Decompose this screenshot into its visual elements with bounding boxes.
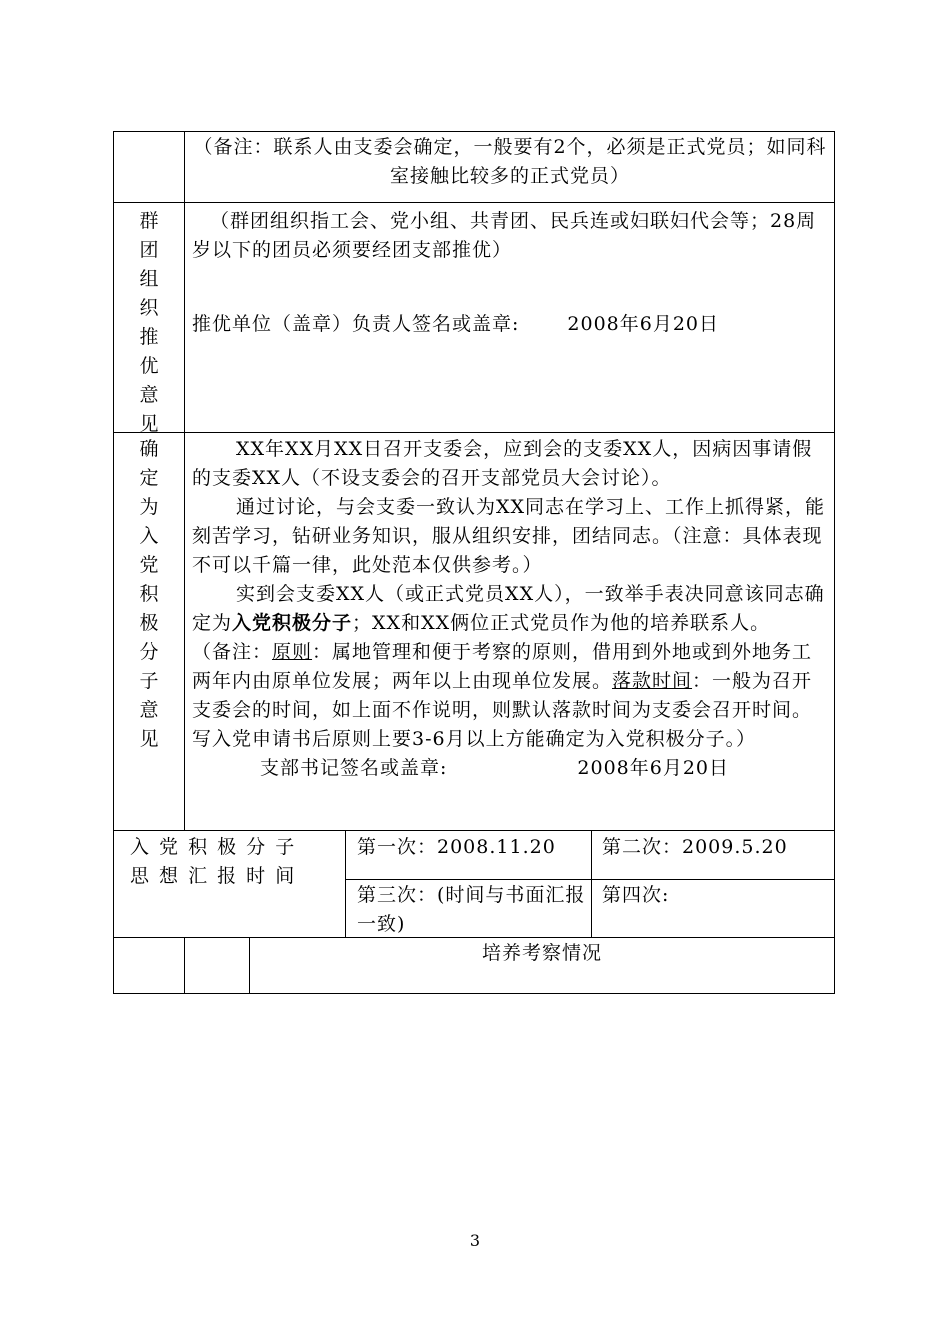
signing-time-term: 落款时间 [612, 670, 693, 692]
branch-date: 2008年6月20日 [577, 757, 730, 779]
label-char: 见 [139, 728, 159, 750]
report-fourth [602, 881, 830, 910]
training-section-title [250, 939, 834, 968]
label-char: 确 [139, 438, 159, 460]
label-char: 党 [139, 554, 159, 576]
remark-text-a: （备注： [192, 641, 273, 663]
label-char: 群 [139, 210, 159, 232]
label-char: 子 [139, 670, 159, 692]
label-char: 意 [139, 699, 159, 721]
report-third [357, 881, 587, 939]
vote-paragraph [192, 580, 828, 638]
label-char: 入 [139, 525, 159, 547]
remark-text-c: ：一般为召开支委会的时间，如上面不作说明，则默认落款时间为支委会召开时间。写入党申请书后原则上要3-6月以上方能确定为入党积极分子。） [192, 670, 813, 750]
table-bottom-border [113, 993, 835, 994]
report-fourth-text: 第四次: [602, 884, 670, 906]
mass-org-date: 2008年6月20日 [567, 313, 720, 335]
label-char: 优 [139, 355, 159, 377]
meeting-paragraph: XX年XX月XX日召开支委会，应到会的支委XX人，因病因事请假的支委XX人（不设支委会的召开支部党员大会讨论）。 [192, 438, 813, 489]
table-right-border [834, 131, 835, 993]
principle-term: 原则 [272, 641, 313, 663]
vote-text-a: 实到会支委XX人（或正式党员XX人），一致举手表决同意该同志确定为 [192, 583, 825, 634]
training-title-text: 培养考察情况 [481, 942, 602, 964]
mass-org-signature-line [192, 310, 828, 339]
label-char: 织 [139, 297, 159, 319]
remark-text-b: ：属地管理和便于考察的原则，借用到外地或到外地务工两年内由原单位发展；两年以上由现单位发展。 [192, 641, 813, 692]
label-char: 定 [139, 467, 159, 489]
row-divider-1 [113, 202, 835, 203]
report-second [602, 833, 830, 862]
label-char: 意 [139, 384, 159, 406]
mass-org-signature-label: 推优单位（盖章）负责人签名或盖章: [192, 313, 520, 335]
label-char: 组 [139, 268, 159, 290]
label-char: 推 [139, 326, 159, 348]
report-time-label-line2: 思 想 汇 报 时 间 [130, 865, 297, 887]
mass-org-content [192, 207, 828, 339]
row4-middle-divider [591, 830, 592, 937]
contact-note [192, 133, 828, 191]
branch-signature-line [260, 754, 828, 783]
remark-paragraph [192, 638, 828, 754]
report-third-text: 第三次：(时间与书面汇报一致) [357, 884, 586, 935]
activist-opinion-content [192, 435, 828, 783]
vote-text-b: ；XX和XX俩位正式党员作为他的培养联系人。 [352, 612, 771, 634]
report-first-text: 第一次：2008.11.20 [357, 836, 556, 858]
label-char: 积 [139, 583, 159, 605]
label-char: 见 [139, 413, 159, 435]
report-time-label [130, 833, 335, 891]
label-char: 分 [139, 641, 159, 663]
row5-divider-1 [184, 937, 185, 993]
activist-opinion-label [114, 435, 184, 754]
mass-org-description: （群团组织指工会、党小组、共青团、民兵连或妇联妇代会等；28周岁以下的团员必须要经团支部推优） [192, 210, 817, 261]
row4-label-divider [345, 830, 346, 937]
report-first [357, 833, 587, 862]
row4-inner-divider [345, 879, 835, 880]
mass-org-label [114, 207, 184, 439]
report-second-text: 第二次：2009.5.20 [602, 836, 788, 858]
contact-note-text: （备注：联系人由支委会确定，一般要有2个，必须是正式党员；如同科室接触比较多的正式党员） [193, 136, 827, 187]
branch-signature-label: 支部书记签名或盖章: [260, 757, 448, 779]
row-divider-2 [113, 432, 835, 433]
label-char: 极 [139, 612, 159, 634]
table-top-border [113, 131, 835, 132]
page-number: 3 [469, 1231, 481, 1250]
activist-term: 入党积极分子 [232, 612, 353, 634]
label-char: 为 [139, 496, 159, 518]
discussion-paragraph: 通过讨论，与会支委一致认为XX同志在学习上、工作上抓得紧，能刻苦学习，钻研业务知识，服从组织安排，团结同志。（注意：具体表现不可以千篇一律，此处范本仅供参考。） [192, 496, 826, 576]
report-time-label-line1: 入 党 积 极 分 子 [130, 836, 297, 858]
label-char: 团 [139, 239, 159, 261]
label-column-divider [184, 131, 185, 830]
row-divider-3 [113, 830, 835, 831]
